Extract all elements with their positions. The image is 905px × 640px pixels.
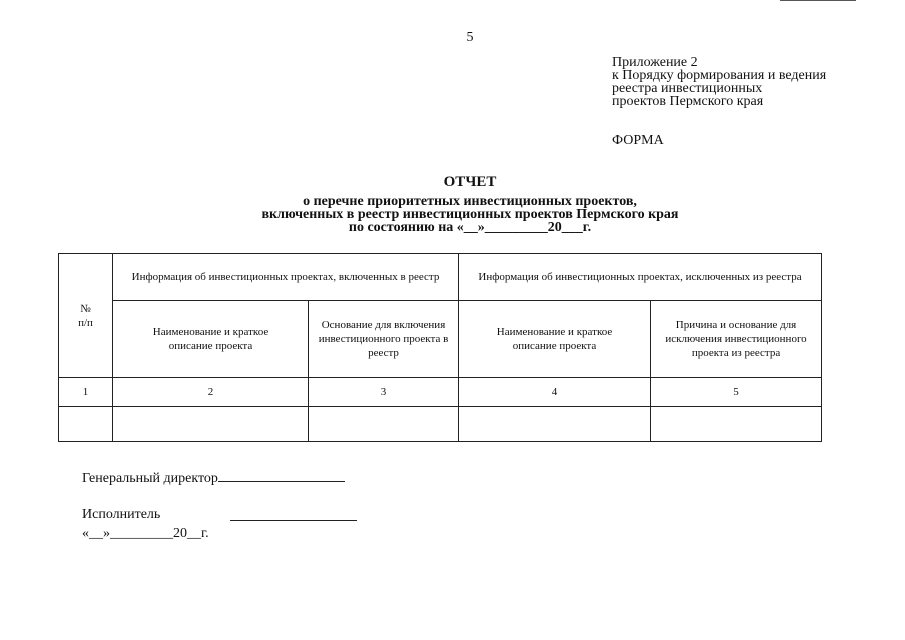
- table-cell[interactable]: [651, 407, 822, 442]
- col3-header: Основание для включения инвестиционного проекта в реестр: [309, 301, 459, 378]
- appendix-note: [612, 56, 882, 108]
- col-number-header: № п/п: [59, 254, 113, 378]
- report-subtitle-line: по состоянию на «__»_________20___г.: [348, 220, 592, 235]
- appendix-line: реестра инвестиционных: [612, 81, 763, 96]
- appendix-line: к Порядку формирования и ведения: [612, 68, 827, 83]
- executor-label: Исполнитель: [82, 507, 161, 522]
- table-cell: 1: [59, 378, 113, 407]
- director-label: Генеральный директор: [82, 471, 218, 486]
- table-row: [59, 407, 822, 442]
- table-cell: 2: [113, 378, 309, 407]
- table-cell: 3: [309, 378, 459, 407]
- director-signature-line[interactable]: [218, 467, 345, 482]
- column-number-row: [59, 378, 822, 407]
- table-cell[interactable]: [309, 407, 459, 442]
- form-label: ФОРМА: [612, 133, 664, 148]
- report-subtitle: [0, 195, 905, 234]
- table-cell[interactable]: [113, 407, 309, 442]
- table-cell: 4: [459, 378, 651, 407]
- report-subtitle-line: включенных в реестр инвестиционных проектов Пермского края: [261, 207, 679, 222]
- page-number: 5: [466, 30, 474, 45]
- table-header-row: [59, 254, 822, 301]
- group-excluded-header: Информация об инвестиционных проектах, исключенных из реестра: [459, 254, 822, 301]
- page-edge-mark: [780, 0, 856, 1]
- col4-header: Наименование и краткое описание проекта: [459, 301, 651, 378]
- col5-header: Причина и основание для исключения инвестиционного проекта из реестра: [651, 301, 822, 378]
- table-cell[interactable]: [459, 407, 651, 442]
- signature-date: «__»_________20__г.: [82, 526, 209, 541]
- table-cell: 5: [651, 378, 822, 407]
- director-signature: [82, 467, 345, 487]
- appendix-line: Приложение 2: [612, 55, 698, 70]
- table-subheader-row: [59, 301, 822, 378]
- report-table: [58, 253, 822, 442]
- report-subtitle-line: о перечне приоритетных инвестиционных проектов,: [303, 194, 637, 209]
- report-title: ОТЧЕТ: [443, 174, 497, 190]
- col2-header: Наименование и краткое описание проекта: [113, 301, 309, 378]
- executor-signature-line[interactable]: [230, 506, 357, 521]
- table-cell[interactable]: [59, 407, 113, 442]
- appendix-line: проектов Пермского края: [612, 94, 764, 109]
- group-included-header: Информация об инвестиционных проектах, включенных в реестр: [113, 254, 459, 301]
